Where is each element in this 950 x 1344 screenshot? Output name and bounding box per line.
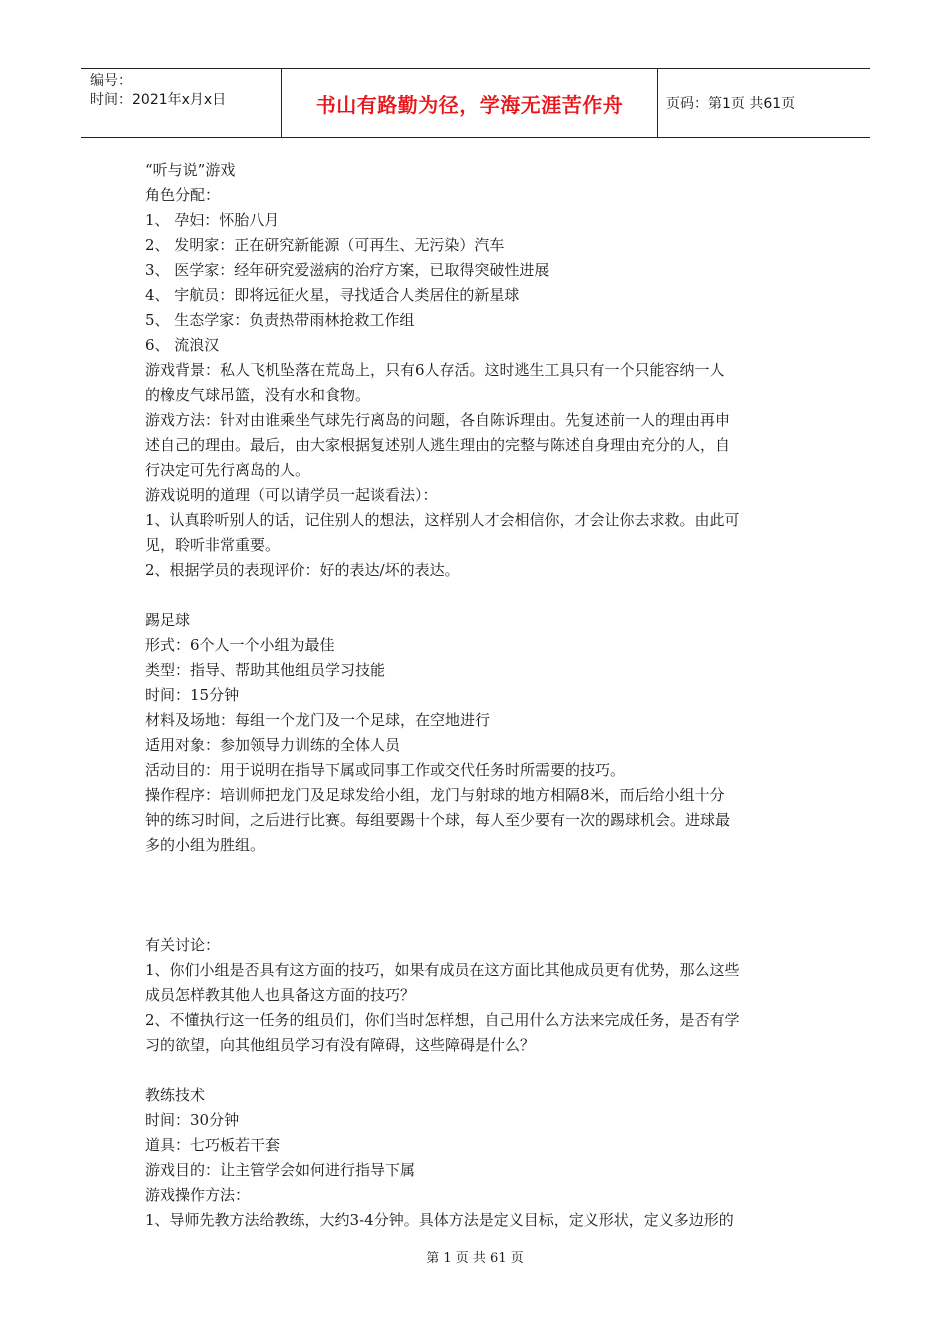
text-line: 操作程序：培训师把龙门及足球发给小组，龙门与射球的地方相隔8米，而后给小组十分 xyxy=(145,786,725,804)
header-left-cell xyxy=(81,69,282,137)
text-line: 钟的练习时间，之后进行比赛。每组要踢十个球，每人至少要有一次的踢球机会。进球最 xyxy=(145,811,731,829)
text-line: 适用对象：参加领导力训练的全体人员 xyxy=(145,736,401,754)
page-footer: 第 1 页 共 61 页 xyxy=(426,1251,524,1266)
text-line: 3、 医学家：经年研究爱滋病的治疗方案，已取得突破性进展 xyxy=(145,261,550,279)
spacer xyxy=(145,858,815,933)
section-coaching xyxy=(145,1083,815,1233)
text-line: 1、 孕妇：怀胎八月 xyxy=(145,211,280,229)
text-line: 见，聆听非常重要。 xyxy=(145,536,281,554)
text-line: 教练技术 xyxy=(145,1086,206,1104)
text-line: 多的小组为胜组。 xyxy=(145,836,266,854)
text-line: 游戏说明的道理（可以请学员一起谈看法）： xyxy=(145,486,438,504)
header-motto: 书山有路勤为径，学海无涯苦作舟 xyxy=(282,69,658,137)
text-line: 时间：15分钟 xyxy=(145,686,240,704)
spacer xyxy=(145,583,815,608)
text-line: 1、你们小组是否具有这方面的技巧，如果有成员在这方面比其他成员更有优势，那么这些 xyxy=(145,961,740,979)
text-line: 5、 生态学家：负责热带雨林抢救工作组 xyxy=(145,311,415,329)
text-line: 1、认真聆听别人的话，记住别人的想法，这样别人才会相信你，才会让你去求救。由此可 xyxy=(145,511,740,529)
text-line: 角色分配： xyxy=(145,186,221,204)
text-line: 1、导师先教方法给教练，大约3-4分钟。具体方法是定义目标，定义形状，定义多边形的 xyxy=(145,1211,734,1229)
text-line: 4、 宇航员：即将远征火星，寻找适合人类居住的新星球 xyxy=(145,286,520,304)
spacer xyxy=(145,1058,815,1083)
text-line: 成员怎样教其他人也具备这方面的技巧？ xyxy=(145,986,416,1004)
text-line: 行决定可先行离岛的人。 xyxy=(145,461,311,479)
text-line: 游戏目的：让主管学会如何进行指导下属 xyxy=(145,1161,416,1179)
text-line: 活动目的：用于说明在指导下属或同事工作或交代任务时所需要的技巧。 xyxy=(145,761,626,779)
text-line: 6、 流浪汉 xyxy=(145,336,220,354)
text-line: 游戏操作方法： xyxy=(145,1186,251,1204)
document-body xyxy=(145,158,815,1233)
text-line: 游戏方法：针对由谁乘坐气球先行离岛的问题，各自陈诉理由。先复述前一人的理由再申 xyxy=(145,411,731,429)
text-line: 踢足球 xyxy=(145,611,191,629)
text-line: 有关讨论： xyxy=(145,936,221,954)
text-line: 述自己的理由。最后，由大家根据复述别人逃生理由的完整与陈述自身理由充分的人，自 xyxy=(145,436,731,454)
text-line: 形式：6个人一个小组为最佳 xyxy=(145,636,335,654)
text-line: 时间：30分钟 xyxy=(145,1111,240,1129)
text-line: “听与说”游戏 xyxy=(145,161,236,179)
text-line: 游戏背景：私人飞机坠落在荒岛上，只有6人存活。这时逃生工具只有一个只能容纳一人 xyxy=(145,361,725,379)
text-line: 习的欲望，向其他组员学习有没有障碍，这些障碍是什么？ xyxy=(145,1036,536,1054)
number-label: 编号： xyxy=(90,73,132,89)
text-line: 2、不懂执行这一任务的组员们，你们当时怎样想，自己用什么方法来完成任务，是否有学 xyxy=(145,1011,740,1029)
section-discussion xyxy=(145,933,815,1058)
text-line: 2、 发明家：正在研究新能源（可再生、无污染）汽车 xyxy=(145,236,505,254)
text-line: 类型：指导、帮助其他组员学习技能 xyxy=(145,661,386,679)
text-line: 2、根据学员的表现评价：好的表达/坏的表达。 xyxy=(145,561,460,579)
section-football xyxy=(145,608,815,858)
section-listen-speak xyxy=(145,158,815,583)
header-page-info: 页码：第1页 共61页 xyxy=(666,96,796,112)
text-line: 的橡皮气球吊篮，没有水和食物。 xyxy=(145,386,371,404)
text-line: 道具：七巧板若干套 xyxy=(145,1136,281,1154)
page-header xyxy=(81,68,870,138)
text-line: 材料及场地：每组一个龙门及一个足球，在空地进行 xyxy=(145,711,491,729)
time-label: 时间：2021年x月x日 xyxy=(90,92,227,108)
